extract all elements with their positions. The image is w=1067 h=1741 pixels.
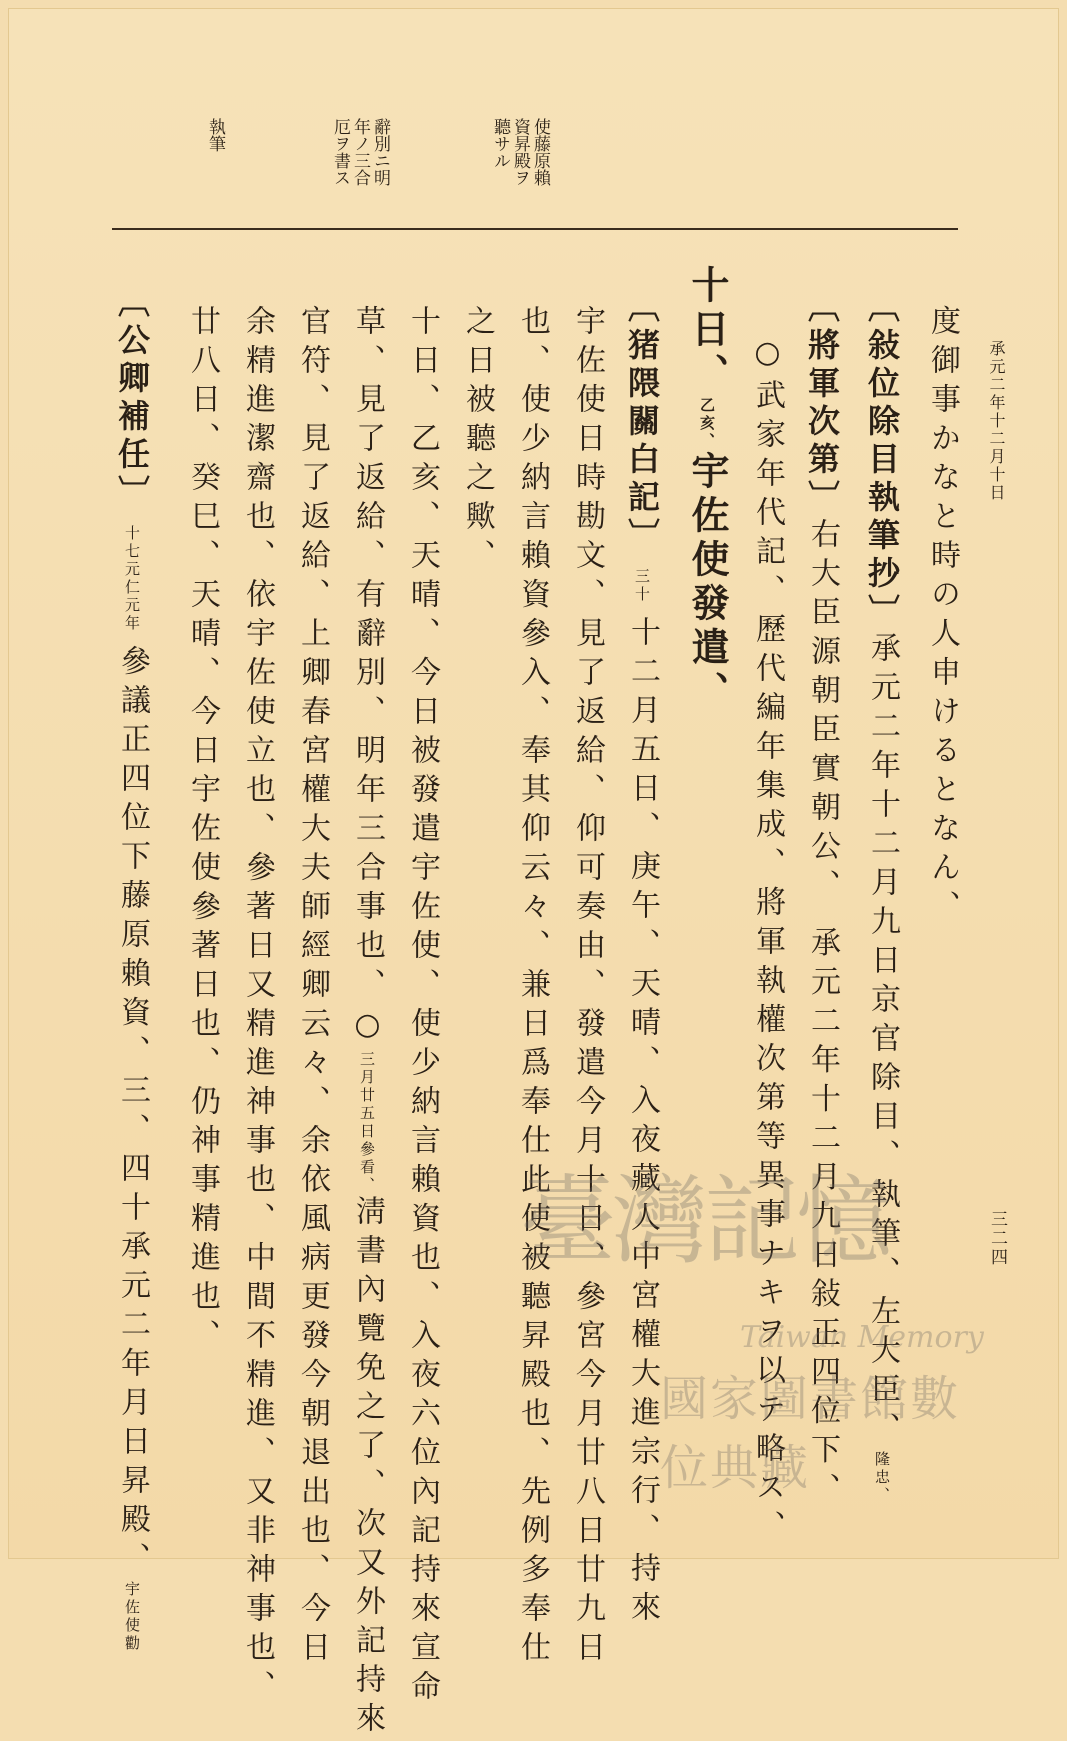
text-column-8: 也、使少納言賴資參入、奉其仰云々、兼日爲奉仕此使被聽昇殿也、先例多奉仕 (515, 305, 550, 1670)
margin-note-ukasa: 使藤原賴 資昇殿ヲ 聽サル (490, 118, 550, 186)
page-number: 三二四 (987, 1210, 1007, 1267)
text-column-11: 草、見了返給、有辭別、明年三合事也、○三月廿五日參看、淸書內覽免之了、次又外記持來 (350, 305, 385, 1741)
source-title-inokuma: 〔猪隈關白記〕 (623, 290, 661, 556)
entry-heading: 十日、乙亥、宇佐使發遣、 (685, 265, 730, 715)
text-column-14: 廿八日、癸巳、天晴、今日宇佐使參著日也、仍神事精進也、 (185, 305, 220, 1358)
text-column-15: 〔公卿補任〕十七元仁元年參議正四位下藤原賴資、三、四十承元二年月日昇殿、宇佐使勸 (113, 285, 151, 1653)
source-title-kugyo: 〔公卿補任〕 (113, 285, 151, 513)
text-column-4: ○武家年代記、歷代編年集成、將軍執權次第等異事ナキヲ以テ略ス、 (750, 335, 785, 1549)
source-title-shogun: 〔將軍次第〕 (803, 290, 841, 518)
margin-note-jibetsu: 辭別ニ明 年ノ三合 厄ヲ書ス (330, 118, 390, 186)
text-column-13: 余精進潔齋也、依宇佐使立也、參著日又精進神事也、中間不精進、又非神事也、 (240, 305, 275, 1709)
watermark-subtitle: 國家圖書館數位典藏 (660, 1371, 961, 1496)
text-column-2: 〔敍位除目執筆抄〕承元二年十二月九日京官除目、執筆、左大臣、隆忠、 (863, 290, 901, 1505)
text-column-7: 宇佐使日時勘文、見了返給、仰可奏由、發遣今月十日、參宮今月廿八日廿九日 (570, 305, 605, 1670)
watermark-english: Taiwan Memory (740, 1320, 984, 1355)
margin-note-shuppitsu: 執筆 (205, 118, 225, 152)
text-column-10: 十日、乙亥、天晴、今日被發遣宇佐使、使少納言賴資也、入夜六位內記持來宣命 (405, 305, 440, 1709)
text-column-12: 官符、見了返給、上卿春宮權大夫師經卿云々、余依風病更發今朝退出也、今日 (295, 305, 330, 1670)
text-column-6: 〔猪隈關白記〕三十十二月五日、庚午、天晴、入夜藏人中宮權大進宗行、持來 (623, 290, 661, 1630)
source-title-joi: 〔敍位除目執筆抄〕 (863, 290, 901, 632)
watermark-cjk: 臺灣記憶 (520, 1165, 888, 1277)
text-column-9: 之日被聽之歟、 (460, 305, 495, 578)
text-column-3: 〔將軍次第〕右大臣源朝臣實朝公、 承元二年十二月九日敍正四位下、 (803, 290, 841, 1512)
running-title: 承元二年十二月十日 (987, 340, 1006, 502)
header-rule (112, 228, 958, 230)
text-column-1: 度御事かなと時の人申けるとなん、 (925, 305, 960, 929)
